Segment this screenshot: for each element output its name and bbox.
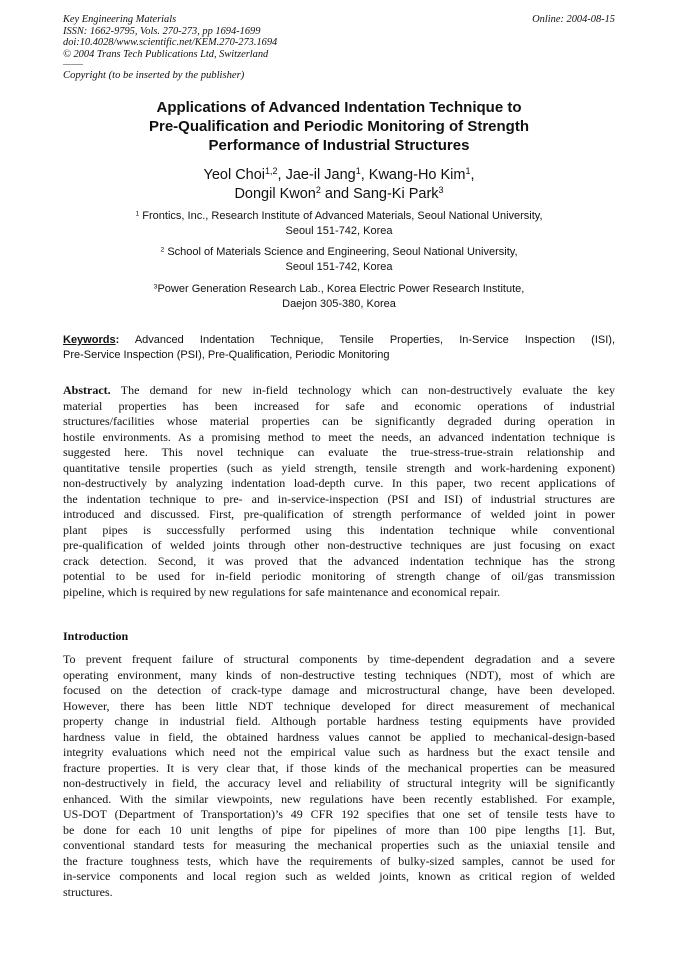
intro-line: US-DOT (Department of Transportation)’s 49 CFR 192 specifies that one set of tensile tests have to <box>63 807 615 821</box>
journal-name: Key Engineering Materials <box>63 14 177 25</box>
abstract-line: pipeline, which is required by new regulations for safe maintenance and economical repair. <box>63 584 501 599</box>
abstract-line: plant pipes is successfully performed using this indentation technique while conventional <box>63 522 615 537</box>
issn-line: ISSN: 1662-9795, Vols. 270-273, pp 1694-1699 <box>63 25 261 37</box>
keywords-line: Keywords: Advanced Indentation Technique, Tensile Properties, In-Service Inspection (ISI), <box>63 334 615 346</box>
author-name: , Kwang-Ho Kim <box>360 167 466 183</box>
author-affil-sup: 2 <box>315 185 321 196</box>
affiliation <box>63 245 615 275</box>
author-name: Yeol Choi <box>203 167 266 183</box>
abstract-line: material properties has been increased for safe and economic operations of industrial <box>63 398 615 413</box>
affiliation-sup: 1 <box>135 210 140 218</box>
affiliation-line: $^2$ School of Materials Science and Engineering, Seoul National University, <box>160 246 518 258</box>
abstract-line: pre-qualification of welded joints through other non-destructive techniques are just focusing on exact <box>63 538 615 552</box>
author-name: and Sang-Ki Park <box>320 186 439 202</box>
author-list <box>63 166 615 204</box>
affiliation-line: Seoul 151-742, Korea <box>285 261 393 273</box>
affiliation-sup: 2 <box>160 246 165 254</box>
affiliation <box>63 209 615 239</box>
intro-line: the fracture toughness tests, which have the requirements of bulky-sized samples, cannot be used for <box>63 853 615 868</box>
affiliation-line: Daejon 305-380, Korea <box>282 298 396 310</box>
affiliation <box>63 282 615 312</box>
abstract-line: crack detection. Second, it was proved that the advanced indentation technique has the strong <box>63 553 615 568</box>
introduction-heading: Introduction <box>63 629 129 643</box>
intro-line: fracture properties. It is very clear that, if those kinds of the mechanical properties can be measured <box>63 760 615 775</box>
keywords-label: Keywords <box>63 334 116 346</box>
author-affil-sup: 1,2 <box>265 166 278 177</box>
abstract-line: Abstract. The demand for new in-field technology which can non-destructively evaluate the key <box>63 383 615 397</box>
online-date: Online: 2004-08-15 <box>532 14 615 25</box>
doi-line: doi:10.4028/www.scientific.net/KEM.270-273.1694 <box>63 37 278 49</box>
intro-line: in-service components and local region such as welded joints, known as critical region of welded <box>63 869 615 883</box>
author-affil-sup: 1 <box>465 166 471 177</box>
abstract-line: hostile environments. As a promising method to meet the needs, an advanced indentation technique is <box>63 429 615 444</box>
abstract-line: quantitative tensile properties (such as yield strength, tensile strength and work-hardening exponent) <box>63 460 615 475</box>
abstract-line: structures/facilities whose material properties can be significantly degraded during operation in <box>63 414 615 428</box>
abstract-line: introduced and discussed. First, pre-qualification of strength performance of welded joint in power <box>63 507 615 521</box>
author-name: , Jae-il Jang <box>277 167 356 183</box>
intro-line: enhanced. With the similar viewpoints, new regulations have been recently established. For example, <box>63 791 615 806</box>
intro-line: non-destructively in field, the accuracy level and reliability of structural integrity will be significantly <box>63 776 615 790</box>
affiliation-line: Seoul 151-742, Korea <box>285 225 393 237</box>
intro-line: hardness value in field, the obtained hardness values cannot be applied to mechanical-design-based <box>63 729 615 744</box>
author-name: Dongil Kwon <box>234 186 316 202</box>
intro-line: structures. <box>63 884 113 899</box>
author-separator: , <box>470 167 475 183</box>
author-affil-sup: 3 <box>438 185 444 196</box>
abstract-line: potential to be used for in-field periodic monitoring of strength change of oil/gas transmission <box>63 569 615 583</box>
intro-line: operating environment, many kinds of non-destructive testing techniques (NDT), most of which are <box>63 667 615 682</box>
intro-line: conventional standard tests for measuring the mechanical properties such as the uniaxial tensile and <box>63 838 615 852</box>
paper-title <box>63 98 615 155</box>
abstract-label: Abstract. <box>63 383 111 397</box>
copyright-note: Copyright (to be inserted by the publisher) <box>63 70 245 81</box>
header-rule <box>63 64 83 65</box>
abstract-line: suggested here. This novel technique can evaluate the true-stress-true-strain relationship and <box>63 445 615 459</box>
authors-line-1 <box>63 166 615 185</box>
authors-line-2 <box>63 185 615 204</box>
title-line: Pre-Qualification and Periodic Monitoring of Strength <box>148 118 529 135</box>
affiliation-sup: 3 <box>153 283 158 291</box>
introduction-body <box>63 652 615 900</box>
title-line: Performance of Industrial Structures <box>208 137 470 154</box>
abstract-block <box>63 383 615 600</box>
publisher-line: © 2004 Trans Tech Publications Ltd, Switzerland <box>63 48 269 60</box>
title-line: Applications of Advanced Indentation Technique to <box>156 99 522 116</box>
intro-line: focused on the detection of crack-type damage and microstructural change, have been developed. <box>63 683 615 697</box>
journal-header <box>63 14 615 60</box>
keywords-line: Pre-Service Inspection (PSI), Pre-Qualification, Periodic Monitoring <box>63 349 390 361</box>
intro-line: To prevent frequent failure of structural components by time-dependent degradation and a severe <box>63 652 615 666</box>
affiliation-line: $^3$Power Generation Research Lab., Korea Electric Power Research Institute, <box>153 283 525 295</box>
intro-line: property change in industrial field. Although portable hardness testing equipments have provided <box>63 714 615 728</box>
abstract-line: non-destructively by analyzing indentation load-depth curve. In this paper, two recent applications of <box>63 476 615 490</box>
keywords-block <box>63 333 615 363</box>
intro-line: However, there has been little NDT technique developed for direct measurement of mechanical <box>63 698 615 713</box>
affiliation-line: $^1$ Frontics, Inc., Research Institute of Advanced Materials, Seoul National University, <box>135 210 543 222</box>
intro-line: integrity evaluations which need not the empirical value such as hardness but the exact tensile and <box>63 745 615 759</box>
author-affil-sup: 1 <box>355 166 361 177</box>
abstract-line: the indentation technique to pre- and in-service-inspection (PSI and ISI) of industrial structures are <box>63 491 615 506</box>
intro-line: be done for each 10 unit lengths of pipe for pipelines of more than 100 pipe lengths [1]. But, <box>63 822 615 837</box>
